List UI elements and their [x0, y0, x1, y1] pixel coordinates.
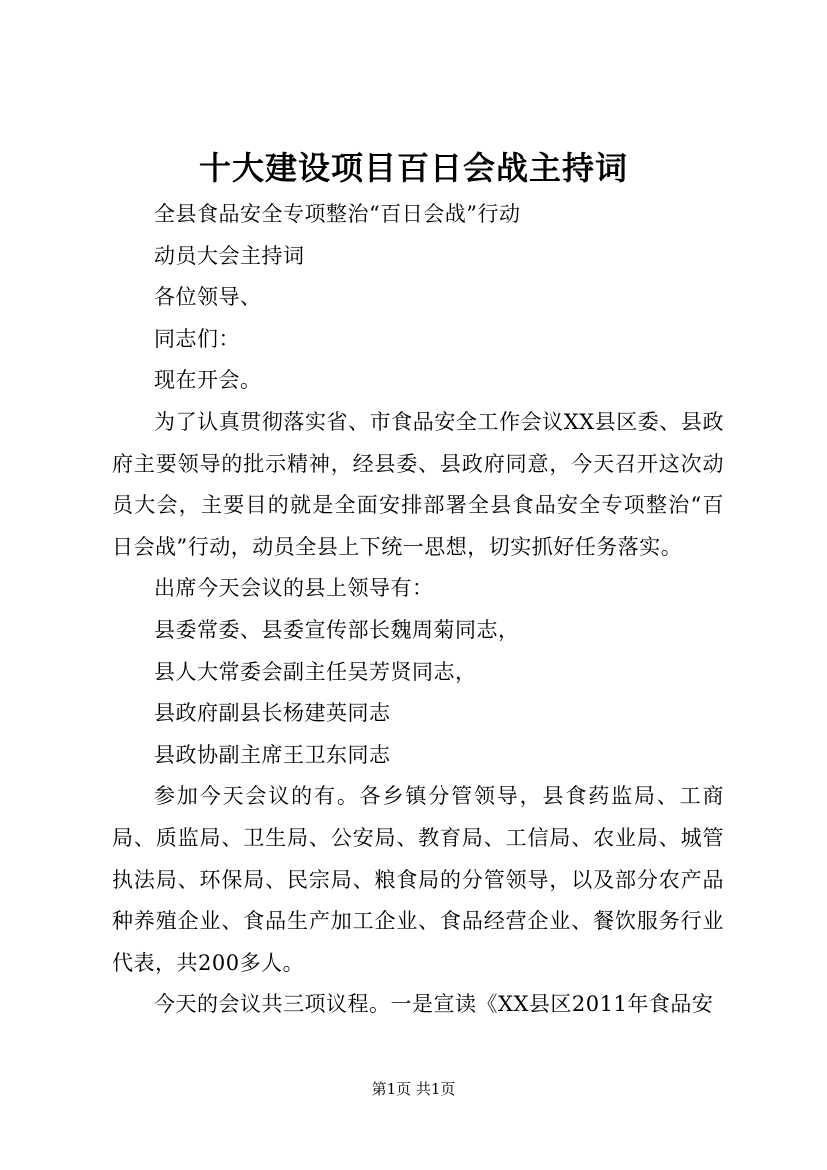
paragraph: 全县食品安全专项整治“百日会战”行动 [154, 202, 521, 226]
paragraph: 动员大会主持词 [154, 243, 305, 268]
page-number: 第1页 共1页 [371, 1080, 456, 1098]
paragraph: 县政协副主席王卫东同志 [154, 742, 391, 767]
paragraph: 县政府副县长杨建英同志 [154, 701, 391, 726]
paragraph: 今天的会议共三项议程。一是宣读《XX县区2011年食品安 [154, 992, 714, 1017]
paragraph: 同志们： [154, 326, 240, 351]
page-footer [0, 1078, 827, 1100]
paragraph: 参加今天会议的有。各乡镇分管领导，县食药监局、工商局、质监局、卫生局、公安局、教育局、工信局、农业局、城管执法局、环保局、民宗局、粮食局的分管领导，以及部分农产品种养殖企业、食品生产加工企业、食品经营企业、餐饮服务行业代表，共200多人。 [112, 784, 724, 975]
paragraph: 现在开会。 [154, 368, 262, 393]
paragraph: 为了认真贯彻落实省、市食品安全工作会议XX县区委、县政府主要领导的批示精神，经县委、县政府同意，今天召开这次动员大会，主要目的就是全面安排部署全县食品安全专项整治“百日会战”行动，动员全县上下统一思想，切实抓好任务落实。 [112, 409, 724, 559]
page-title: 十大建设项目百日会战主持词 [198, 149, 628, 187]
document-body [112, 194, 724, 1026]
paragraph: 县人大常委会副主任吴芳贤同志， [154, 659, 477, 684]
paragraph: 出席今天会议的县上领导有： [154, 576, 434, 601]
paragraph: 县委常委、县委宣传部长魏周菊同志， [154, 617, 520, 642]
paragraph: 各位领导、 [154, 285, 262, 310]
